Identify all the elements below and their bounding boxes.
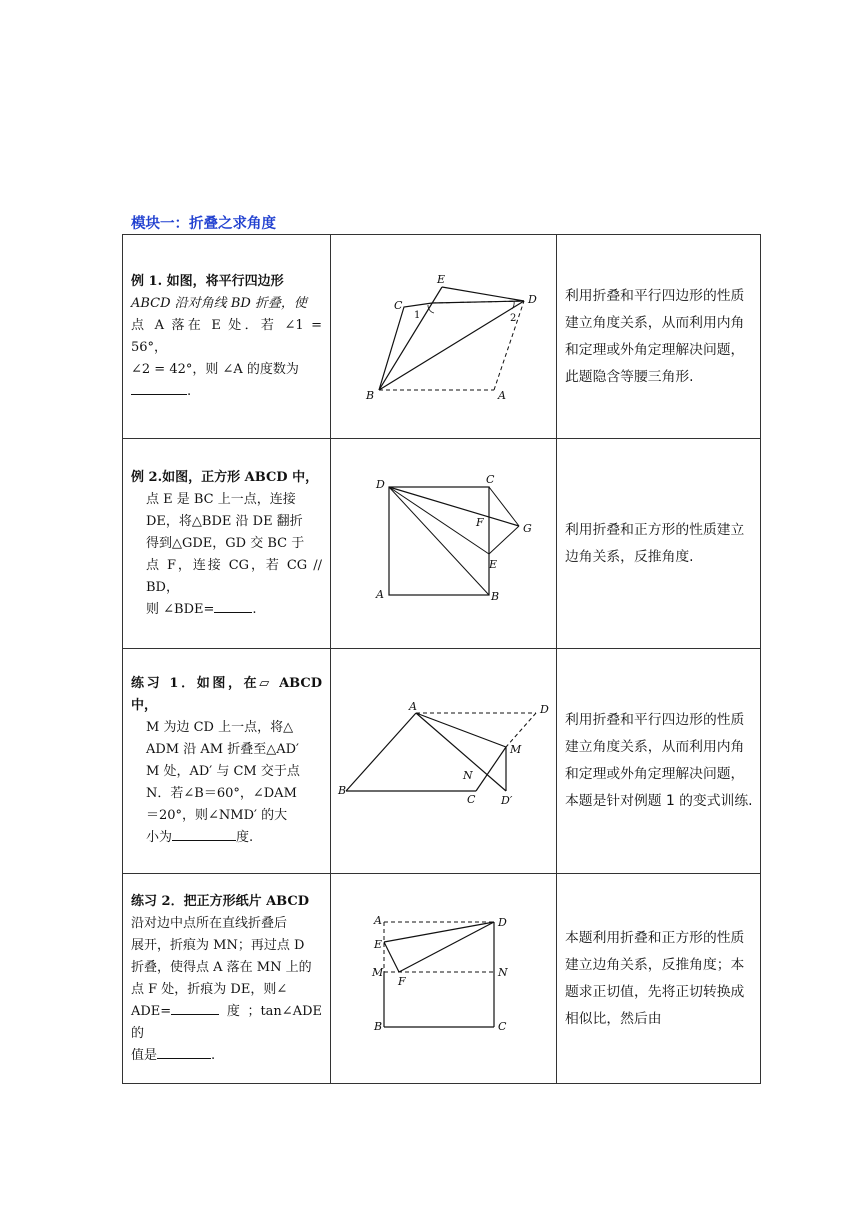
q-line: 值是 xyxy=(131,1047,158,1063)
q-line: 小为 xyxy=(146,830,173,845)
q-line: 点 F 处，折痕为 DE，则∠ xyxy=(131,981,288,997)
label-E: E xyxy=(436,272,445,286)
label-angle-2: 2 xyxy=(509,312,516,324)
square-fold-figure xyxy=(344,472,544,612)
q-line: 点 E 是 BC 上一点，连接 xyxy=(146,491,296,507)
q-line: ∠2 = 42°，则 ∠A 的度数为 xyxy=(131,361,299,377)
question-text xyxy=(123,891,330,1067)
label-E: E xyxy=(373,937,382,951)
figure-cell xyxy=(331,649,557,874)
question-cell xyxy=(123,439,331,649)
table-row xyxy=(123,439,761,649)
q-line: 点 F，连接 CG，若 CG // BD， xyxy=(146,557,322,595)
label-A: A xyxy=(497,388,506,402)
label-M: M xyxy=(371,965,383,979)
label-M: M xyxy=(510,743,522,756)
q-line: N．若∠B＝60°，∠DAM xyxy=(146,786,297,801)
question-cell xyxy=(123,874,331,1084)
q-line: ADE= xyxy=(131,1003,172,1019)
q-line: ABCD 沿对角线 BD 折叠，使 xyxy=(131,295,307,311)
note-text: 本题利用折叠和正方形的性质建立边角关系，反推角度；本题求正切值，先将正切转换成相似比，然后由 xyxy=(565,929,745,1027)
question-text xyxy=(123,271,330,403)
label-C: C xyxy=(485,472,494,486)
table-row xyxy=(123,649,761,874)
label-N: N xyxy=(463,769,473,782)
answer-blank xyxy=(157,1046,211,1059)
label-D: D xyxy=(375,477,385,491)
question-text xyxy=(123,673,330,849)
q-line: 度. xyxy=(236,830,254,845)
figure-cell xyxy=(331,235,557,439)
q-line: ADM 沿 AM 折叠至△AD′ xyxy=(146,742,299,757)
question-cell xyxy=(123,649,331,874)
q-line: 练习 2．把正方形纸片 ABCD xyxy=(131,893,310,909)
q-line: ＝20°，则∠NMD′ 的大 xyxy=(146,808,288,823)
problem-table xyxy=(122,234,761,1084)
label-A: A xyxy=(375,587,384,601)
label-D-prime: D′ xyxy=(501,794,513,807)
label-D: D xyxy=(497,915,507,929)
q-line: 例 2.如图，正方形 ABCD 中， xyxy=(131,469,319,485)
label-C: C xyxy=(467,793,476,806)
figure-cell xyxy=(331,439,557,649)
note-text: 利用折叠和正方形的性质建立边角关系，反推角度. xyxy=(565,521,745,565)
answer-blank xyxy=(172,828,236,841)
note-text: 利用折叠和平行四边形的性质建立角度关系，从而利用内角和定理或外角定理解决问题，本题是针对例题 1 的变式训练. xyxy=(565,712,753,809)
note-cell xyxy=(557,874,761,1084)
answer-blank xyxy=(214,600,252,613)
label-A: A xyxy=(409,700,417,713)
table-row xyxy=(123,874,761,1084)
q-line: 得到△GDE，GD 交 BC 于 xyxy=(146,535,305,551)
question-cell xyxy=(123,235,331,439)
q-line: DE，将△BDE 沿 DE 翻折 xyxy=(146,513,303,529)
square-midline-fold-figure xyxy=(344,912,544,1042)
label-B: B xyxy=(338,784,347,797)
section-heading: 模块一：折叠之求角度 xyxy=(131,216,276,232)
q-line: M 处，AD′ 与 CM 交于点 xyxy=(146,764,300,779)
q-line: 点 A 落在 E 处．若 ∠1 = 56°， xyxy=(131,317,322,355)
figure-cell xyxy=(331,874,557,1084)
note-text: 利用折叠和平行四边形的性质建立角度关系，从而利用内角和定理或外角定理解决问题，此题隐含等腰三角形. xyxy=(565,287,745,385)
answer-blank xyxy=(131,382,187,395)
label-N: N xyxy=(497,965,508,979)
q-line: 练习 1．如图，在▱ ABCD 中， xyxy=(131,676,322,713)
q-line: . xyxy=(187,383,192,399)
label-D: D xyxy=(527,292,537,306)
q-line: 折叠，使得点 A 落在 MN 上的 xyxy=(131,959,312,975)
q-line: 则 ∠BDE= xyxy=(146,601,215,617)
note-cell xyxy=(557,649,761,874)
q-line: 沿对边中点所在直线折叠后 xyxy=(131,915,288,931)
label-F: F xyxy=(397,974,406,988)
question-text xyxy=(123,467,330,621)
label-angle-1: 1 xyxy=(413,309,420,321)
q-line: M 为边 CD 上一点，将△ xyxy=(146,720,294,735)
label-B: B xyxy=(490,589,499,603)
q-line: . xyxy=(211,1047,216,1063)
parallelogram-fold-figure-2 xyxy=(336,699,551,819)
q-line: 例 1. 如图，将平行四边形 xyxy=(131,273,284,289)
q-line: 度；tan∠ADE 的 xyxy=(131,1003,322,1041)
label-D: D xyxy=(540,703,549,716)
note-cell xyxy=(557,235,761,439)
label-B: B xyxy=(365,388,374,402)
note-cell xyxy=(557,439,761,649)
label-E: E xyxy=(488,557,497,571)
label-C: C xyxy=(497,1019,506,1033)
label-G: G xyxy=(522,521,532,535)
label-F: F xyxy=(475,515,484,529)
label-B: B xyxy=(373,1019,382,1033)
table-row xyxy=(123,235,761,439)
q-line: . xyxy=(252,601,257,617)
q-line: 展开，折痕为 MN；再过点 D xyxy=(131,937,305,953)
label-A: A xyxy=(373,913,382,927)
label-C: C xyxy=(393,298,402,312)
parallelogram-fold-figure xyxy=(344,265,544,405)
answer-blank xyxy=(171,1002,219,1015)
